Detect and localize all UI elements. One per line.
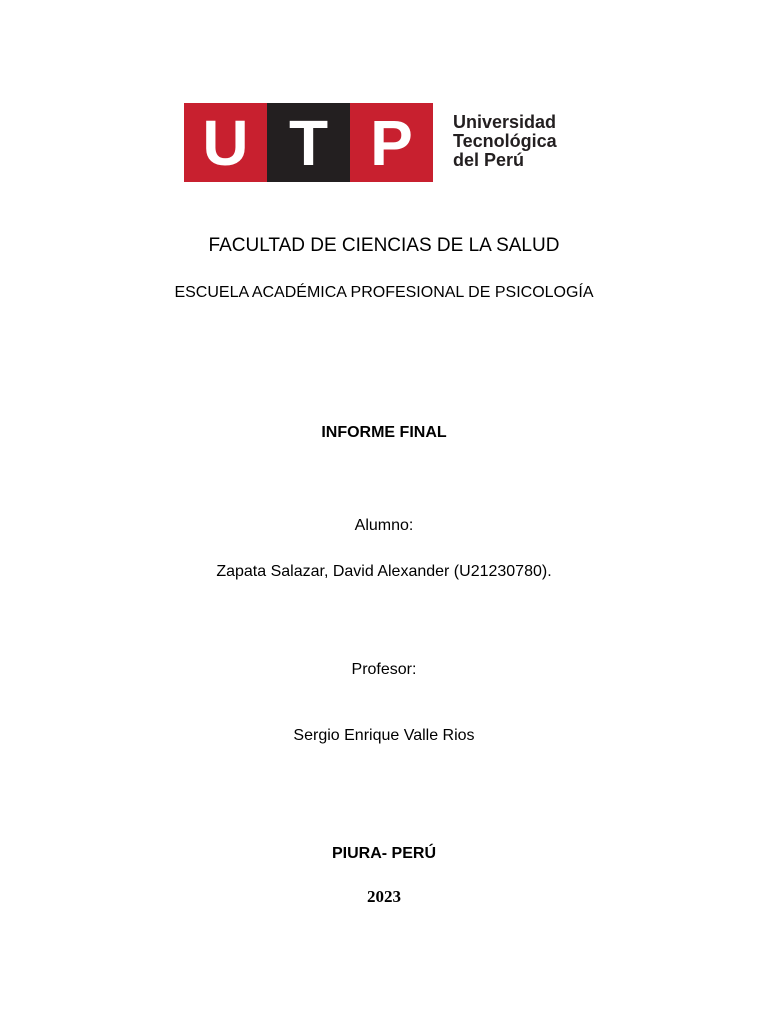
professor-label: Profesor: xyxy=(351,661,417,678)
student-name: Zapata Salazar, David Alexander (U21230780). xyxy=(216,563,552,580)
student-label: Alumno: xyxy=(354,517,414,534)
professor-name: Sergio Enrique Valle Rios xyxy=(293,727,475,744)
school-heading: ESCUELA ACADÉMICA PROFESIONAL DE PSICOLOGÍA xyxy=(174,284,594,301)
year: 2023 xyxy=(367,887,401,906)
logo-name-line-1: Universidad xyxy=(453,112,557,132)
logo-name-line-2: Tecnológica xyxy=(453,131,557,151)
logo-letter-u: U xyxy=(184,103,267,182)
report-title: INFORME FINAL xyxy=(321,424,447,441)
logo-letter-t: T xyxy=(267,103,350,182)
logo-name-line-3: del Perú xyxy=(453,150,525,170)
faculty-heading: FACULTAD DE CIENCIAS DE LA SALUD xyxy=(208,235,560,256)
location: PIURA- PERÚ xyxy=(331,845,436,862)
utp-logo xyxy=(184,103,557,182)
logo-letter-p: P xyxy=(350,103,433,182)
logo-university-name xyxy=(453,113,557,170)
